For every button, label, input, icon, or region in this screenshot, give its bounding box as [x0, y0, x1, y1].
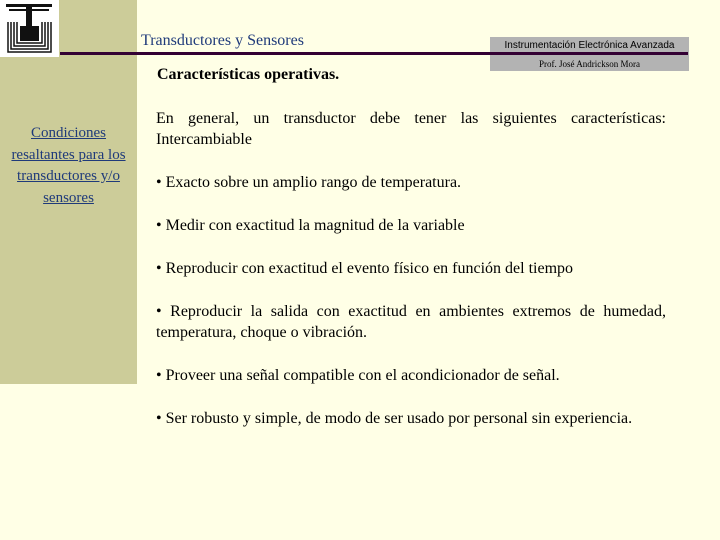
institution-label: Instrumentación Electrónica Avanzada — [504, 40, 675, 51]
bullet-item: • Exacto sobre un amplio rango de temperatura. — [156, 174, 462, 191]
professor-label: Prof. José Andrickson Mora — [539, 59, 640, 69]
bullet-item: • Medir con exactitud la magnitud de la variable — [156, 217, 465, 234]
sidebar-link[interactable]: Condiciones resaltantes para los transductores y/o sensores — [11, 125, 126, 206]
bullet-item: • Reproducir la salida con exactitud en ambientes extremos de humedad, temperatura, choque o vibración. — [156, 303, 666, 341]
bullet-item: • Proveer una señal compatible con el acondicionador de señal. — [156, 367, 560, 384]
bullet-item: • Reproducir con exactitud el evento físico en función del tiempo — [156, 260, 574, 277]
header-divider — [60, 52, 688, 55]
section-subtitle: Características operativas. — [157, 66, 340, 83]
bullet-item: • Ser robusto y simple, de modo de ser usado por personal sin experiencia. — [156, 410, 633, 427]
page-title: Transductores y Sensores — [141, 32, 304, 49]
content-body — [156, 108, 666, 451]
intro-paragraph: En general, un transductor debe tener las siguientes características: Intercambiable — [156, 110, 666, 148]
university-logo — [0, 0, 59, 57]
